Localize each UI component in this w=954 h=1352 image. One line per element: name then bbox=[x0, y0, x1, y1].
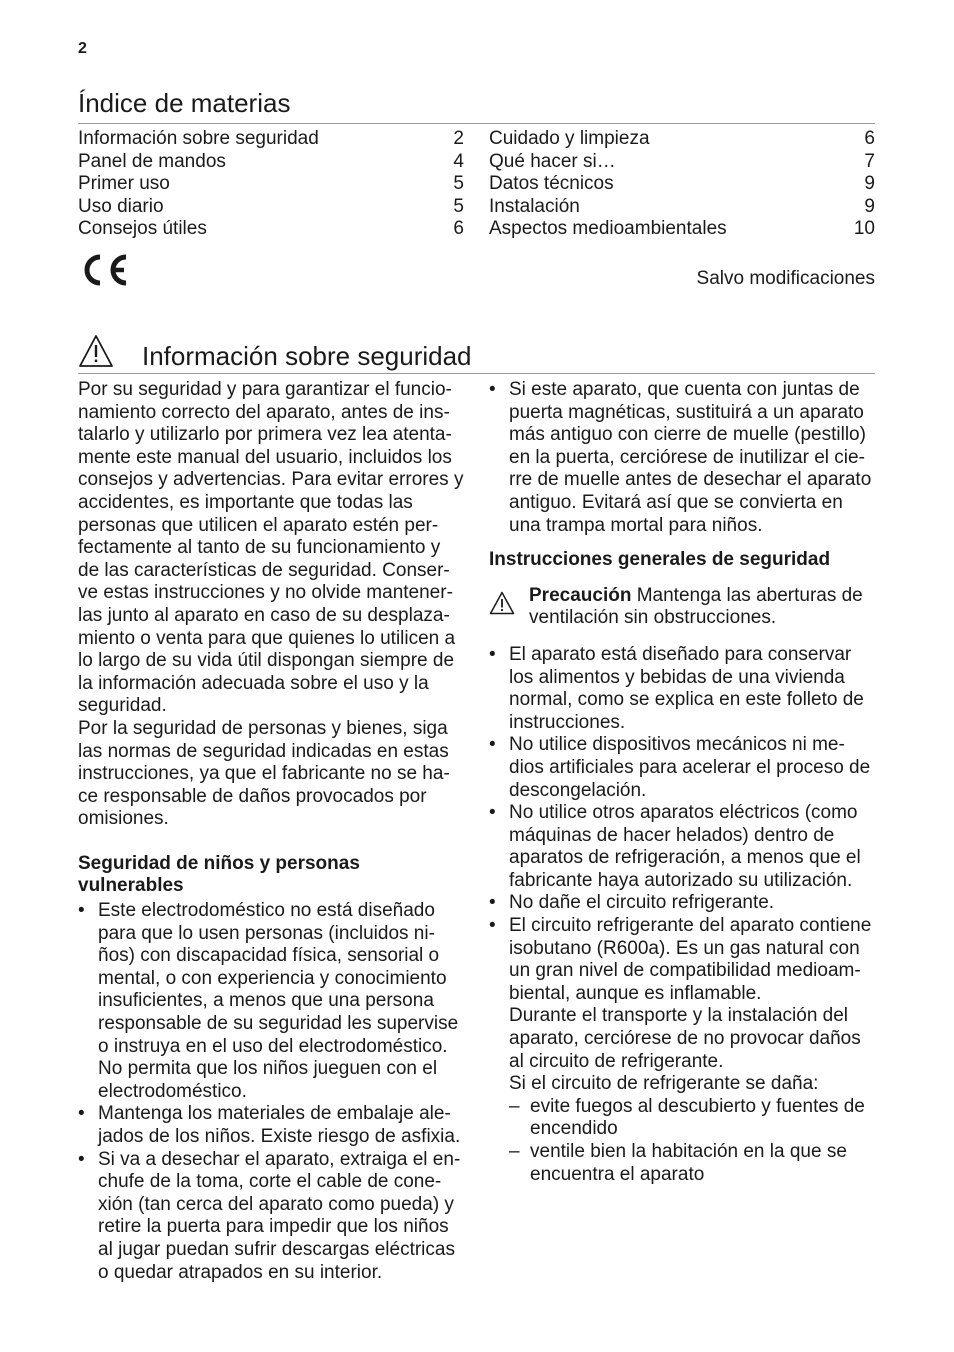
caution-note bbox=[489, 585, 876, 630]
refrigerant-transport-text: Durante el transporte y la instalación del aparato, cerciórese de no provocar daños al circuito de refrigerante. bbox=[509, 1005, 861, 1072]
intro-paragraph-2: Por la seguridad de personas y bienes, siga las normas de seguridad indicadas en estas instrucciones, ya que el fabricante no se ha-ce responsable de daños provocados por omisiones. bbox=[78, 717, 450, 830]
toc-entry[interactable]: Uso diario 5 bbox=[78, 195, 464, 217]
disposal-list bbox=[489, 379, 876, 537]
toc-title: Índice de materias bbox=[78, 88, 291, 118]
children-safety-list bbox=[78, 900, 465, 1284]
children-safety-heading: Seguridad de niños y personas vulnerables bbox=[78, 852, 360, 897]
list-item-refrigerant bbox=[489, 915, 876, 1186]
list-item: • El aparato está diseñado para conservar los alimentos y bebidas de una vivienda normal, como se explica en este folleto de instrucciones. bbox=[489, 644, 876, 734]
toc-entry[interactable]: Primer uso 5 bbox=[78, 173, 464, 195]
list-item: • Mantenga los materiales de embalaje ale-jados de los niños. Existe riesgo de asfixia. bbox=[78, 1103, 465, 1148]
section-title: Información sobre seguridad bbox=[142, 341, 472, 371]
toc-entry[interactable]: Datos técnicos 9 bbox=[489, 173, 875, 195]
toc-entry[interactable]: Instalación 9 bbox=[489, 195, 875, 217]
refrigerant-text: El circuito refrigerante del aparato contiene isobutano (R600a). Es un gas natural con un gran nivel de compatibilidad medioam-biental, aunque es inflamable. bbox=[509, 915, 872, 1004]
general-safety-list bbox=[489, 644, 876, 1186]
list-item: • No dañe el circuito refrigerante. bbox=[489, 892, 876, 915]
ce-mark-icon bbox=[78, 252, 130, 288]
caution-text: Mantenga las aberturas de ventilación sin obstrucciones. bbox=[529, 584, 863, 629]
revision-note: Salvo modificaciones bbox=[696, 268, 875, 289]
toc-right-column bbox=[489, 128, 875, 241]
toc-entry[interactable]: Panel de mandos 4 bbox=[78, 150, 464, 172]
list-item: • No utilice dispositivos mecánicos ni me-dios artificiales para acelerar el proceso de descongelación. bbox=[489, 734, 876, 802]
list-item: • Si este aparato, que cuenta con juntas de puerta magnéticas, sustituirá a un aparato más antiguo con cierre de muelle (pestillo) en la puerta, cerciórese de inutilizar el cie-rre de muelle antes de desechar el aparato antiguo. Evitará así que se convierta en una trampa mortal para niños. bbox=[489, 379, 876, 537]
list-item: • Si va a desechar el aparato, extraiga el en-chufe de la toma, corte el cable de cone-xión (tan cerca del aparato como pueda) y retire la puerta para impedir que los niños al jugar puedan sufrir descargas eléctricas o quedar atrapados en su interior. bbox=[78, 1149, 465, 1285]
left-column bbox=[78, 379, 465, 1284]
general-safety-heading: Instrucciones generales de seguridad bbox=[489, 549, 831, 571]
right-column bbox=[489, 379, 876, 1186]
page-number: 2 bbox=[78, 40, 87, 57]
caution-triangle-icon bbox=[489, 591, 515, 615]
list-item: – ventile bien la habitación en la que se encuentra el aparato bbox=[509, 1141, 876, 1186]
toc-entry[interactable]: Información sobre seguridad 2 bbox=[78, 128, 464, 149]
list-item: • No utilice otros aparatos eléctricos (como máquinas de hacer helados) dentro de aparatos de refrigeración, a menos que el fabricante haya autorizado su utilización. bbox=[489, 802, 876, 892]
toc-entry[interactable]: Qué hacer si… 7 bbox=[489, 150, 875, 172]
refrigerant-actions-list bbox=[509, 1096, 876, 1186]
toc-left-column bbox=[78, 128, 464, 241]
caution-label: Precaución bbox=[529, 584, 632, 606]
list-item: – evite fuegos al descubierto y fuentes de encendido bbox=[509, 1096, 876, 1141]
refrigerant-damage-text: Si el circuito de refrigerante se daña: bbox=[509, 1073, 819, 1095]
toc-rule bbox=[78, 123, 875, 124]
section-rule bbox=[78, 373, 875, 374]
toc-entry[interactable]: Aspectos medioambientales 10 bbox=[489, 218, 875, 240]
warning-triangle-icon bbox=[78, 334, 114, 368]
toc-entry[interactable]: Cuidado y limpieza 6 bbox=[489, 128, 875, 149]
toc-entry[interactable]: Consejos útiles 6 bbox=[78, 218, 464, 240]
intro-paragraph: Por su seguridad y para garantizar el funcio-namiento correcto del aparato, antes de ins-talarlo y utilizarlo por primera vez lea atenta-mente este manual del usuario, incluidos los consejos y advertencias. Para evitar errores y accidentes, es importante que todas las personas que utilicen el aparato estén per-fectamente al tanto de su funcionamiento y de las características de seguridad. Conser-ve estas instrucciones y no olvide mantener-las junto al aparato en caso de su desplaza-miento o venta para que quienes lo utilicen a lo largo de su vida útil dispongan siempre de la información adecuada sobre el uso y la seguridad. bbox=[78, 379, 464, 717]
list-item: • Este electrodoméstico no está diseñado para que lo usen personas (incluidos ni-ños) con discapacidad física, sensorial o mental, o con experiencia y conocimiento insuficientes, a menos que una persona responsable de su seguridad les supervise o instruya en el uso del electrodoméstico. No permita que los niños jueguen con el electrodoméstico. bbox=[78, 900, 465, 1103]
